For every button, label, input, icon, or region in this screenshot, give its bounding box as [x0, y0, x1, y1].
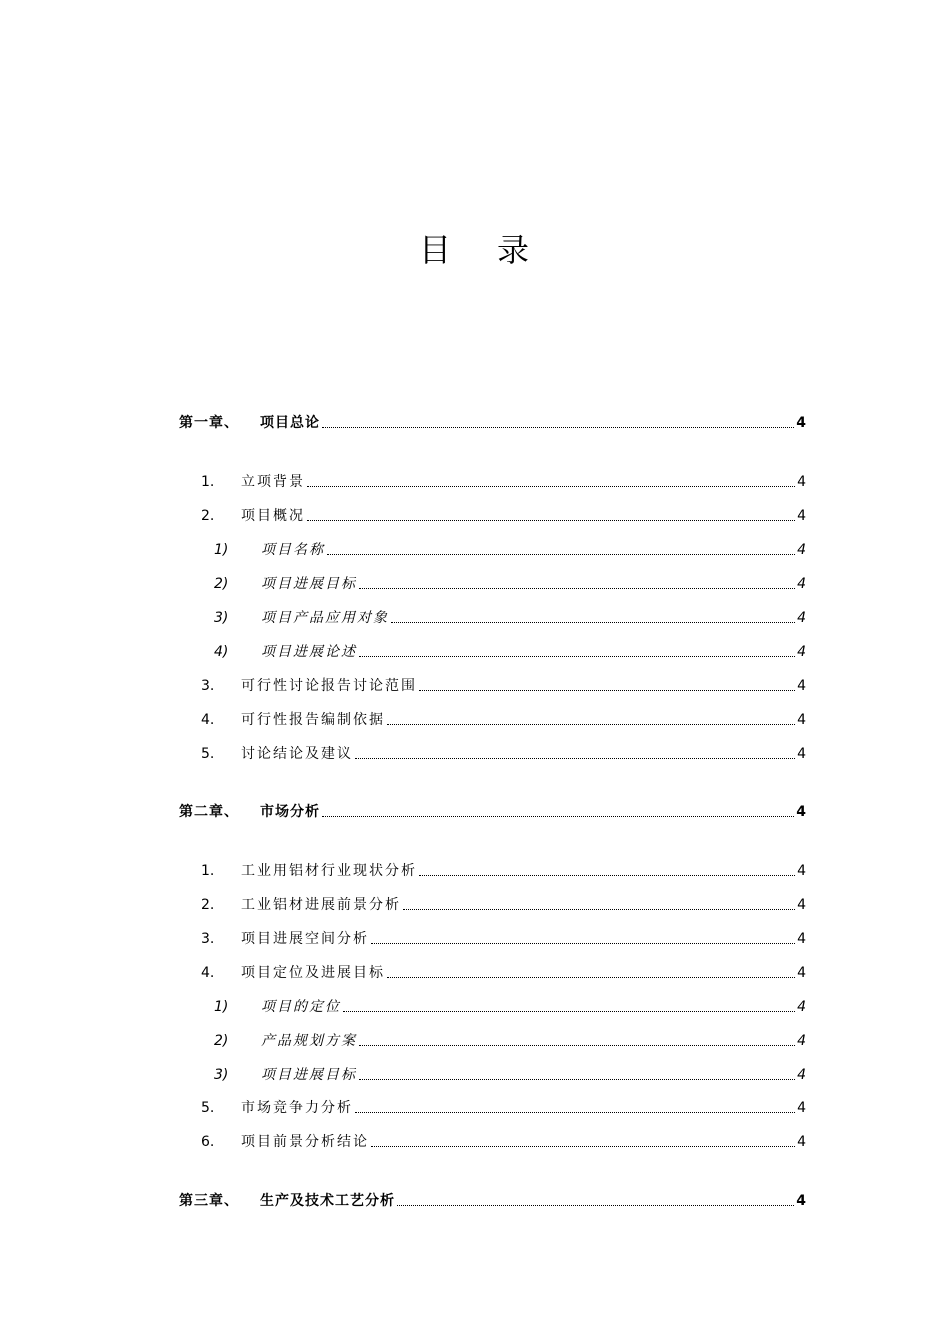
toc-text: 可行性讨论报告讨论范围 — [241, 678, 417, 694]
toc-section[interactable] — [201, 964, 806, 982]
toc-number: 1) — [214, 542, 229, 558]
toc-text: 项目总论 — [260, 415, 320, 431]
dot-leader — [307, 519, 795, 521]
toc-page: 4 — [797, 542, 806, 558]
toc-text: 讨论结论及建议 — [241, 746, 353, 762]
toc-number: 3. — [201, 931, 215, 947]
toc-text: 项目进展目标 — [261, 576, 357, 592]
dot-leader — [359, 1044, 795, 1046]
toc-chapter-2[interactable] — [179, 803, 806, 821]
toc-section[interactable] — [201, 862, 806, 880]
toc-page: 4 — [797, 474, 806, 490]
toc-page: 4 — [796, 415, 806, 431]
toc-page: 4 — [797, 1067, 806, 1083]
dot-leader — [371, 1145, 795, 1147]
toc-number: 3. — [201, 678, 215, 694]
dot-leader — [419, 689, 795, 691]
toc-number: 第一章、 — [179, 415, 239, 431]
toc-text: 工业铝材进展前景分析 — [241, 897, 401, 913]
toc-number: 6. — [201, 1134, 215, 1150]
toc-subsection[interactable] — [214, 541, 806, 559]
toc-text: 项目产品应用对象 — [261, 610, 389, 626]
toc-text: 项目名称 — [261, 542, 325, 558]
toc-page: 4 — [797, 576, 806, 592]
dot-leader — [359, 655, 795, 657]
dot-leader — [343, 1010, 795, 1012]
toc-page: 4 — [797, 712, 806, 728]
dot-leader — [355, 757, 795, 759]
toc-text: 可行性报告编制依据 — [241, 712, 385, 728]
dot-leader — [359, 1078, 795, 1080]
toc-text: 项目进展论述 — [261, 644, 357, 660]
dot-leader — [322, 426, 794, 428]
toc-subsection[interactable] — [214, 998, 806, 1016]
toc-section[interactable] — [201, 677, 806, 695]
toc-text: 项目进展目标 — [261, 1067, 357, 1083]
title-char-2: 录 — [497, 231, 532, 269]
toc-page: 4 — [797, 863, 806, 879]
toc-text: 产品规划方案 — [261, 1033, 357, 1049]
toc-page: 4 — [797, 931, 806, 947]
toc-subsection[interactable] — [214, 1066, 806, 1084]
toc-text: 项目概况 — [241, 508, 305, 524]
toc-number: 1. — [201, 863, 215, 879]
toc-section[interactable] — [201, 507, 806, 525]
dot-leader — [403, 908, 795, 910]
toc-text: 项目定位及进展目标 — [241, 965, 385, 981]
toc-page: 4 — [797, 1100, 806, 1116]
toc-number: 2. — [201, 897, 215, 913]
toc-number: 3) — [214, 610, 229, 626]
dot-leader — [322, 815, 794, 817]
toc-text: 项目的定位 — [261, 999, 341, 1015]
dot-leader — [391, 621, 795, 623]
toc-subsection[interactable] — [214, 1032, 806, 1050]
toc-number: 5. — [201, 746, 215, 762]
dot-leader — [307, 485, 795, 487]
dot-leader — [387, 976, 795, 978]
dot-leader — [327, 553, 795, 555]
toc-text: 项目前景分析结论 — [241, 1134, 369, 1150]
toc-page: 4 — [797, 965, 806, 981]
toc-number: 第二章、 — [179, 804, 239, 820]
toc-page: 4 — [797, 644, 806, 660]
dot-leader — [371, 942, 795, 944]
toc-page: 4 — [797, 610, 806, 626]
toc-subsection[interactable] — [214, 609, 806, 627]
toc-section[interactable] — [201, 745, 806, 763]
toc-number: 2. — [201, 508, 215, 524]
toc-number: 2) — [214, 576, 229, 592]
toc-chapter-1[interactable] — [179, 414, 806, 432]
toc-number: 1) — [214, 999, 229, 1015]
toc-page: 4 — [797, 678, 806, 694]
dot-leader — [387, 723, 795, 725]
dot-leader — [359, 587, 795, 589]
toc-page: 4 — [797, 999, 806, 1015]
toc-number: 3) — [214, 1067, 229, 1083]
dot-leader — [419, 874, 795, 876]
toc-number: 4) — [214, 644, 229, 660]
toc-number: 2) — [214, 1033, 229, 1049]
dot-leader — [355, 1111, 795, 1113]
title-char-1: 目 — [418, 231, 453, 269]
dot-leader — [397, 1204, 794, 1206]
toc-section[interactable] — [201, 930, 806, 948]
toc-text: 立项背景 — [241, 474, 305, 490]
toc-section[interactable] — [201, 1133, 806, 1151]
toc-subsection[interactable] — [214, 575, 806, 593]
toc-page: 4 — [796, 1193, 806, 1209]
toc-page: 4 — [797, 508, 806, 524]
toc-section[interactable] — [201, 473, 806, 491]
toc-number: 4. — [201, 712, 215, 728]
toc-text: 项目进展空间分析 — [241, 931, 369, 947]
toc-page: 4 — [796, 804, 806, 820]
toc-page: 4 — [797, 1134, 806, 1150]
toc-page: 4 — [797, 746, 806, 762]
toc-number: 5. — [201, 1100, 215, 1116]
toc-number: 第三章、 — [179, 1193, 239, 1209]
toc-text: 工业用铝材行业现状分析 — [241, 863, 417, 879]
toc-subsection[interactable] — [214, 643, 806, 661]
toc-number: 1. — [201, 474, 215, 490]
toc-chapter-3[interactable] — [179, 1192, 806, 1210]
toc-section[interactable] — [201, 711, 806, 729]
toc-text: 市场分析 — [260, 804, 320, 820]
toc-page: 4 — [797, 1033, 806, 1049]
toc-section[interactable] — [201, 896, 806, 914]
toc-text: 市场竞争力分析 — [241, 1100, 353, 1116]
toc-text: 生产及技术工艺分析 — [260, 1193, 395, 1209]
toc-section[interactable] — [201, 1099, 806, 1117]
toc-number: 4. — [201, 965, 215, 981]
toc-page: 4 — [797, 897, 806, 913]
